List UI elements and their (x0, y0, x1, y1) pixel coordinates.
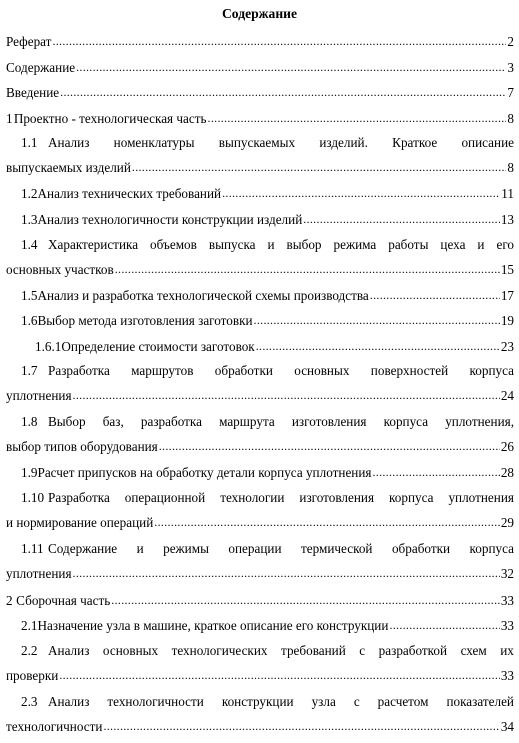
toc-word: выпуска (208, 237, 256, 252)
toc-entry-text: Сборочная часть (16, 593, 111, 608)
toc-entry-text: Назначение узла в машине, краткое описание его конструкции (37, 618, 389, 633)
toc-entry-text: Выбор метода изготовления заготовки (37, 313, 253, 328)
toc-entry-text (48, 413, 514, 431)
toc-entry-number: 2 (6, 593, 13, 608)
toc-entry-number: 1.11 (21, 541, 44, 556)
toc-entry-number: 1.3 (21, 212, 38, 227)
toc-word: Выбор (48, 414, 86, 429)
toc-entry-line (6, 261, 514, 279)
toc-word: Содержание (48, 541, 118, 556)
toc-entry-number: 1.9 (21, 465, 38, 480)
toc-entry-line (21, 464, 514, 482)
dot-leader (76, 58, 506, 76)
dot-leader (303, 210, 500, 228)
toc-word: выбор (286, 237, 322, 252)
toc-entry-line (6, 387, 514, 405)
toc-entry-line (21, 134, 514, 152)
dot-leader (73, 386, 500, 404)
toc-word: маршрута (219, 414, 275, 429)
toc-entry-text: и нормирование операций (6, 515, 154, 530)
toc-word: режима (333, 237, 377, 252)
toc-entry-page: 15 (500, 262, 514, 277)
toc-entry-text: Анализ технологичности конструкции изделий (37, 212, 303, 227)
toc-entry-text: уплотнения (6, 566, 72, 581)
toc-entry-line (6, 718, 514, 736)
toc-entry-number: 1.6.1 (35, 339, 62, 354)
toc-entry-number: 1.5 (21, 288, 38, 303)
toc-entry-number: 1.6 (21, 313, 38, 328)
toc-entry-number: 1.7 (21, 363, 38, 378)
dot-leader (256, 337, 500, 355)
dot-leader (254, 311, 500, 329)
toc-entry-text: Содержание (6, 60, 76, 75)
toc-entry-line (21, 211, 514, 229)
toc-word: операции (228, 541, 282, 556)
toc-word: обработки (391, 541, 451, 556)
toc-word: поверхностей (370, 363, 449, 378)
toc-entry-page: 23 (500, 339, 514, 354)
toc-entry-line (6, 565, 514, 583)
toc-entry-text: Определение стоимости заготовок (61, 339, 255, 354)
toc-entry-text (48, 134, 514, 152)
dot-leader (59, 666, 500, 684)
toc-entry-text: основных участков (6, 262, 114, 277)
toc-word: технологических (171, 643, 268, 658)
toc-entry-page: 19 (500, 313, 514, 328)
toc-entry-page: 34 (500, 719, 514, 734)
toc-word: технологичности (107, 694, 204, 709)
toc-entry-text: Проектно - технологическая часть (13, 111, 207, 126)
toc-entry-line (6, 33, 514, 51)
dot-leader (115, 260, 500, 278)
toc-entry-line (6, 667, 514, 685)
dot-leader (159, 437, 500, 455)
toc-word: изделий. (319, 135, 368, 150)
dot-leader (60, 83, 506, 101)
toc-entry-line (21, 489, 514, 507)
toc-entry-line (6, 592, 514, 610)
toc-word: обработки (214, 363, 273, 378)
dot-leader (132, 158, 507, 176)
dot-leader (389, 616, 499, 634)
toc-entry-text: Введение (6, 85, 60, 100)
toc-word: с (359, 643, 366, 658)
toc-entry-line (21, 236, 514, 254)
dot-leader (370, 286, 500, 304)
toc-entry-page: 29 (500, 515, 514, 530)
toc-entry-text: Реферат (6, 34, 52, 49)
toc-entry-line (21, 185, 514, 203)
toc-word: технологии (220, 490, 285, 505)
toc-entry-number: 1.4 (21, 237, 38, 252)
toc-entry-text: уплотнения (6, 388, 72, 403)
toc-word: уплотнения (448, 490, 514, 505)
toc-entry-text (48, 693, 514, 711)
toc-word: объемов (150, 237, 197, 252)
toc-word: основных (294, 363, 350, 378)
toc-word: уплотнения, (445, 414, 514, 429)
toc-entry-line (21, 617, 514, 635)
dot-leader (372, 463, 499, 481)
toc-entry-text: проверки (6, 668, 59, 683)
toc-entry-line (21, 312, 514, 330)
toc-word: корпуса (389, 490, 434, 505)
dot-leader (208, 109, 507, 127)
toc-word: и (136, 541, 144, 556)
toc-entry-page: 13 (500, 212, 514, 227)
toc-word: с (353, 694, 360, 709)
toc-entry-page: 8 (507, 111, 514, 126)
dot-leader (154, 513, 500, 531)
toc-entry-line (6, 110, 514, 128)
toc-word: Анализ (48, 694, 90, 709)
toc-entry-text (48, 540, 514, 558)
toc-entry-line (21, 693, 514, 711)
toc-word: расчетом (377, 694, 429, 709)
toc-entry-number: 1.1 (21, 135, 38, 150)
toc-entry-page: 3 (507, 60, 514, 75)
toc-entry-text: Анализ технических требований (37, 186, 222, 201)
toc-word: Анализ (48, 643, 90, 658)
toc-entry-line (6, 438, 514, 456)
toc-entry-line (21, 413, 514, 431)
toc-entry-page: 28 (500, 465, 514, 480)
toc-entry-line (21, 287, 514, 305)
toc-word: Разработка (48, 363, 110, 378)
dot-leader (111, 591, 500, 609)
toc-word: и (267, 237, 275, 252)
toc-entry-line (6, 84, 514, 102)
toc-word: корпуса (383, 414, 429, 429)
toc-entry-page: 26 (500, 439, 514, 454)
toc-entry-text (48, 362, 514, 380)
toc-entry-page: 8 (507, 160, 514, 175)
toc-word: корпуса (469, 541, 514, 556)
toc-entry-line (6, 59, 514, 77)
dot-leader (103, 717, 499, 735)
toc-entry-number: 2.2 (21, 643, 38, 658)
toc-word: Разработка (48, 490, 110, 505)
toc-word: Анализ (48, 135, 90, 150)
toc-entry-page: 2 (507, 34, 514, 49)
toc-word: и (477, 237, 485, 252)
toc-word: показателей (446, 694, 514, 709)
toc-word: конструкции (221, 694, 294, 709)
toc-entry-text: Расчет припусков на обработку детали корпуса уплотнения (37, 465, 372, 480)
toc-word: его (496, 237, 514, 252)
toc-entry-page: 7 (507, 85, 514, 100)
toc-entry-page: 33 (500, 593, 514, 608)
toc-word: выпускаемых (218, 135, 296, 150)
toc-entry-number: 1.8 (21, 414, 38, 429)
toc-word: разработкой (378, 643, 448, 658)
toc-entry-number: 2.1 (21, 618, 38, 633)
toc-word: маршрутов (131, 363, 194, 378)
toc-word: схем (460, 643, 487, 658)
toc-entry-number: 1 (6, 111, 13, 126)
toc-word: узла (311, 694, 336, 709)
toc-word: термической (301, 541, 373, 556)
toc-word: изготовления (299, 490, 375, 505)
toc-word: основных (102, 643, 159, 658)
toc-entry-page: 11 (501, 186, 514, 201)
toc-word: Краткое (392, 135, 438, 150)
toc-word: требований (281, 643, 346, 658)
toc-entry-page: 32 (500, 566, 514, 581)
toc-word: Характеристика (48, 237, 139, 252)
toc-word: корпуса (469, 363, 514, 378)
toc-entry-text (48, 489, 514, 507)
toc-word: режимы (163, 541, 209, 556)
dot-leader (222, 184, 500, 202)
toc-entry-text: выпускаемых изделий (6, 160, 131, 175)
toc-entry-line (6, 514, 514, 532)
toc-entry-page: 33 (500, 618, 514, 633)
toc-word: работы (388, 237, 429, 252)
dot-leader (73, 564, 500, 582)
toc-entry-number: 2.3 (21, 694, 38, 709)
toc-entry-text: выбор типов оборудования (6, 439, 158, 454)
toc-word: изготовления (291, 414, 367, 429)
toc-entry-number: 1.10 (21, 490, 45, 505)
toc-word: баз, (102, 414, 124, 429)
toc-title: Содержание (221, 6, 298, 21)
toc-entry-line (21, 362, 514, 380)
toc-entry-number: 1.2 (21, 186, 38, 201)
toc-entry-text: технологичности (6, 719, 103, 734)
toc-entry-line (21, 540, 514, 558)
toc-word: операционной (124, 490, 206, 505)
toc-entry-text: Анализ и разработка технологической схемы производства (37, 288, 369, 303)
toc-word: цеха (440, 237, 466, 252)
toc-entry-line (6, 159, 514, 177)
dot-leader (52, 32, 506, 50)
toc-entry-text (48, 642, 514, 660)
toc-word: разработка (140, 414, 202, 429)
toc-entry-text (48, 236, 514, 254)
toc-word: номенклатуры (113, 135, 195, 150)
toc-word: описание (461, 135, 514, 150)
toc-word: их (500, 643, 514, 658)
toc-entry-line (35, 338, 514, 356)
toc-entry-line (21, 642, 514, 660)
toc-entry-page: 17 (500, 288, 514, 303)
toc-entry-page: 33 (500, 668, 514, 683)
toc-entry-page: 24 (500, 388, 514, 403)
